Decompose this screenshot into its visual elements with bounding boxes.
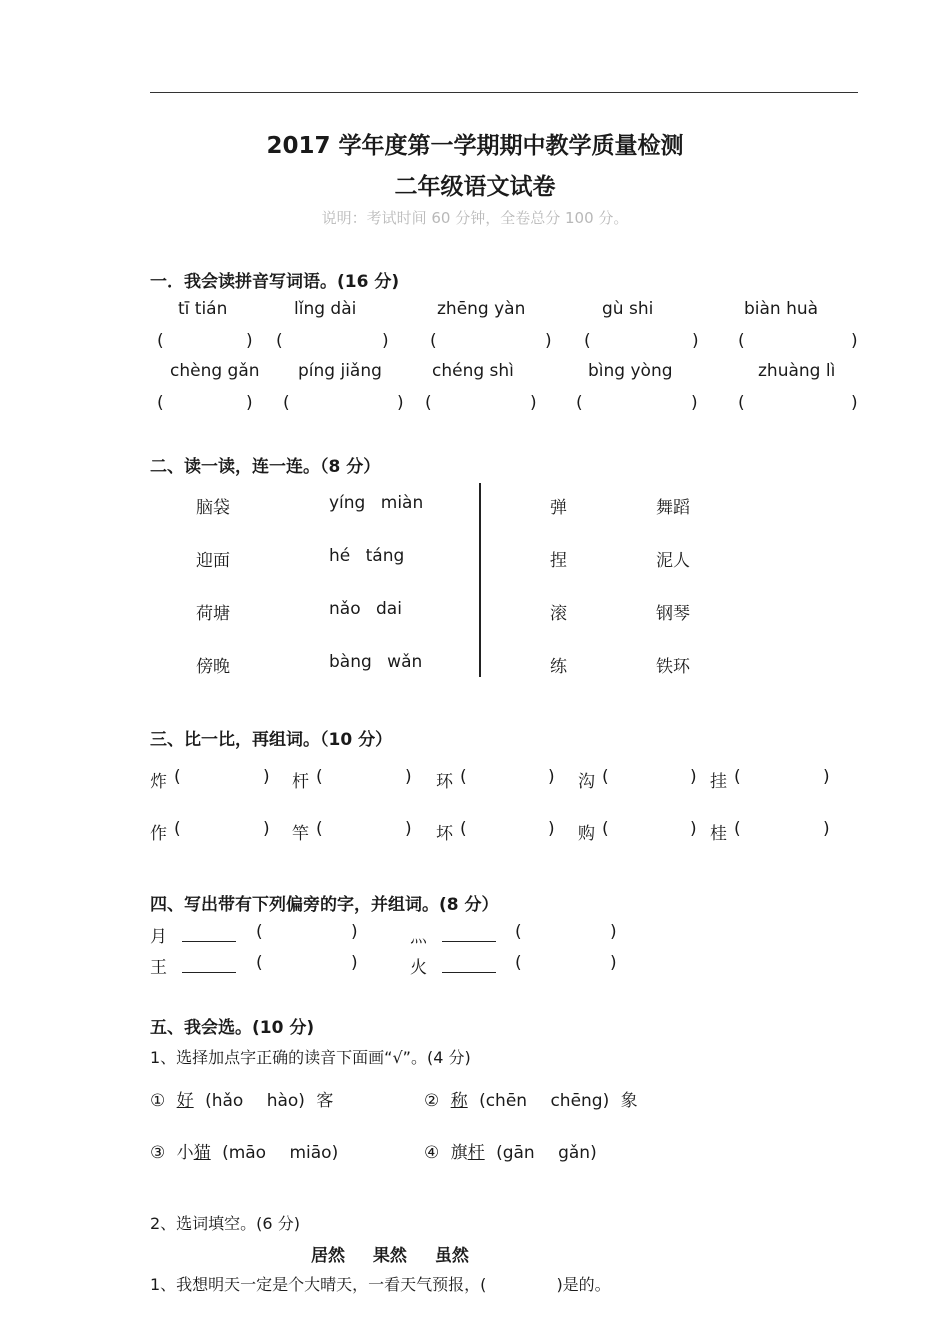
fill-sentence-1: [150, 1272, 611, 1295]
pinyin-item: lǐng dài: [294, 299, 357, 319]
answer-open: (: [256, 922, 263, 942]
radical: 灬: [410, 927, 427, 947]
answer-open: (: [576, 393, 583, 413]
answer-close: ): [610, 922, 617, 942]
match-char: 弹: [550, 498, 567, 518]
answer-close: ): [823, 819, 830, 839]
pinyin-item: chéng shì: [432, 361, 514, 381]
choice-item-3: [150, 1138, 338, 1163]
pinyin-item: tī tián: [178, 299, 228, 319]
answer-close: ): [405, 767, 412, 787]
pinyin-item: bìng yòng: [588, 361, 673, 381]
compare-char: 沟: [578, 772, 595, 792]
answer-close: ): [823, 767, 830, 787]
choice-pre: 小: [176, 1143, 194, 1163]
compare-char: 坏: [436, 824, 453, 844]
word-options: [311, 1241, 491, 1266]
dotted-char: 好: [176, 1091, 194, 1111]
answer-open: (: [460, 767, 467, 787]
write-blank[interactable]: [442, 922, 496, 942]
compare-char: 竿: [292, 824, 309, 844]
match-word: 迎面: [196, 551, 230, 571]
compare-char: 作: [150, 824, 167, 844]
answer-close: ): [263, 767, 270, 787]
answer-close: ): [263, 819, 270, 839]
word-option: 果然: [372, 1246, 407, 1266]
answer-open: (: [276, 331, 283, 351]
section1-heading: 一．我会读拼音写词语。(16 分): [150, 272, 400, 292]
section3-heading: 三、比一比，再组词。（10 分）: [150, 730, 393, 750]
choice-reading[interactable]: (gān gǎn): [496, 1143, 597, 1163]
match-word: 傍晚: [196, 657, 230, 677]
choice-reading[interactable]: (māo miāo): [222, 1143, 339, 1163]
q2-prompt: 2、选词填空。(6 分): [150, 1214, 300, 1233]
answer-open: (: [316, 819, 323, 839]
exam-note: 说明：考试时间 60 分钟，全卷总分 100 分。: [321, 209, 629, 227]
answer-open: (: [157, 331, 164, 351]
answer-open: (: [157, 393, 164, 413]
answer-open: (: [283, 393, 290, 413]
choice-item-1: [150, 1086, 333, 1111]
dotted-char: 杆: [467, 1143, 485, 1163]
answer-open: (: [430, 331, 437, 351]
answer-open: (: [584, 331, 591, 351]
compare-char: 购: [578, 824, 595, 844]
answer-open: (: [515, 953, 522, 973]
answer-close: ): [548, 819, 555, 839]
match-word: 泥人: [656, 551, 690, 571]
answer-close: ): [692, 331, 699, 351]
pinyin-item: píng jiǎng: [298, 361, 382, 381]
match-pinyin: yíng miàn: [329, 493, 424, 513]
word-option: 居然: [311, 1246, 345, 1266]
answer-close: ): [397, 393, 404, 413]
choice-post: 象: [620, 1091, 638, 1111]
answer-open: (: [174, 767, 181, 787]
match-word: 舞蹈: [656, 498, 690, 518]
answer-open: (: [174, 819, 181, 839]
section5-heading: 五、我会选。(10 分): [150, 1018, 315, 1038]
header-rule: [150, 92, 858, 93]
exam-title: 2017 学年度第一学期期中教学质量检测: [266, 133, 684, 159]
dotted-char: 称: [450, 1091, 468, 1111]
answer-open: (: [738, 393, 745, 413]
answer-open: (: [425, 393, 432, 413]
compare-char: 杆: [292, 772, 309, 792]
answer-close: ): [545, 331, 552, 351]
answer-close: ): [548, 767, 555, 787]
choice-reading[interactable]: (hǎo hào): [205, 1091, 305, 1111]
choice-item-4: [424, 1138, 597, 1163]
match-word: 钢琴: [656, 604, 690, 624]
answer-open: (: [602, 819, 609, 839]
choice-number: ④: [424, 1143, 440, 1163]
answer-close: ): [246, 331, 253, 351]
choice-number: ①: [150, 1091, 166, 1111]
dotted-char: 猫: [193, 1143, 211, 1163]
match-pinyin: bàng wǎn: [329, 652, 423, 672]
choice-number: ③: [150, 1143, 166, 1163]
choice-number: ②: [424, 1091, 440, 1111]
pinyin-item: zhuàng lì: [758, 361, 836, 381]
compare-char: 桂: [710, 824, 727, 844]
answer-close: ): [530, 393, 537, 413]
answer-close: ): [691, 393, 698, 413]
pinyin-item: chèng gǎn: [170, 361, 260, 381]
match-word: 荷塘: [196, 604, 230, 624]
answer-close: ): [690, 819, 697, 839]
match-char: 滚: [550, 604, 567, 624]
section4-heading: 四、写出带有下列偏旁的字，并组词。(8 分）: [150, 895, 499, 915]
compare-char: 环: [436, 772, 453, 792]
answer-close: ): [690, 767, 697, 787]
write-blank[interactable]: [182, 922, 236, 942]
q1-prompt: 1、选择加点字正确的读音下面画“√”。(4 分): [150, 1048, 471, 1067]
answer-open: (: [734, 819, 741, 839]
compare-char: 挂: [710, 772, 727, 792]
choice-item-2: [424, 1086, 638, 1111]
answer-open: (: [256, 953, 263, 973]
radical: 王: [150, 958, 167, 978]
sentence-part: 1、我想明天一定是个大晴天，一看天气预报，(: [150, 1275, 487, 1294]
section2-heading: 二、读一读，连一连。（8 分）: [150, 457, 381, 477]
radical: 火: [410, 958, 427, 978]
match-pinyin: hé táng: [329, 546, 405, 566]
match-char: 练: [550, 657, 567, 677]
pinyin-item: zhēng yàn: [437, 299, 526, 319]
sentence-part: )是的。: [556, 1275, 611, 1294]
match-char: 捏: [550, 551, 567, 571]
match-word: 铁环: [656, 657, 690, 677]
choice-pre: 旗: [450, 1143, 468, 1163]
answer-close: ): [351, 922, 358, 942]
pinyin-item: biàn huà: [744, 299, 819, 319]
answer-close: ): [246, 393, 253, 413]
pinyin-item: gù shi: [602, 299, 654, 319]
match-word: 脑袋: [196, 498, 230, 518]
divider-line: [479, 483, 481, 677]
answer-close: ): [351, 953, 358, 973]
match-pinyin: nǎo dai: [329, 599, 402, 619]
answer-open: (: [316, 767, 323, 787]
answer-close: ): [851, 393, 858, 413]
answer-open: (: [515, 922, 522, 942]
compare-char: 炸: [150, 772, 167, 792]
answer-open: (: [460, 819, 467, 839]
answer-open: (: [738, 331, 745, 351]
choice-reading[interactable]: (chēn chēng): [479, 1091, 610, 1111]
exam-subtitle: 二年级语文试卷: [394, 174, 556, 200]
radical: 月: [150, 927, 167, 947]
answer-close: ): [405, 819, 412, 839]
choice-post: 客: [316, 1091, 334, 1111]
answer-close: ): [610, 953, 617, 973]
answer-open: (: [602, 767, 609, 787]
word-option: 虽然: [434, 1246, 469, 1266]
answer-close: ): [382, 331, 389, 351]
answer-close: ): [851, 331, 858, 351]
answer-open: (: [734, 767, 741, 787]
write-blank[interactable]: [182, 953, 236, 973]
write-blank[interactable]: [442, 953, 496, 973]
